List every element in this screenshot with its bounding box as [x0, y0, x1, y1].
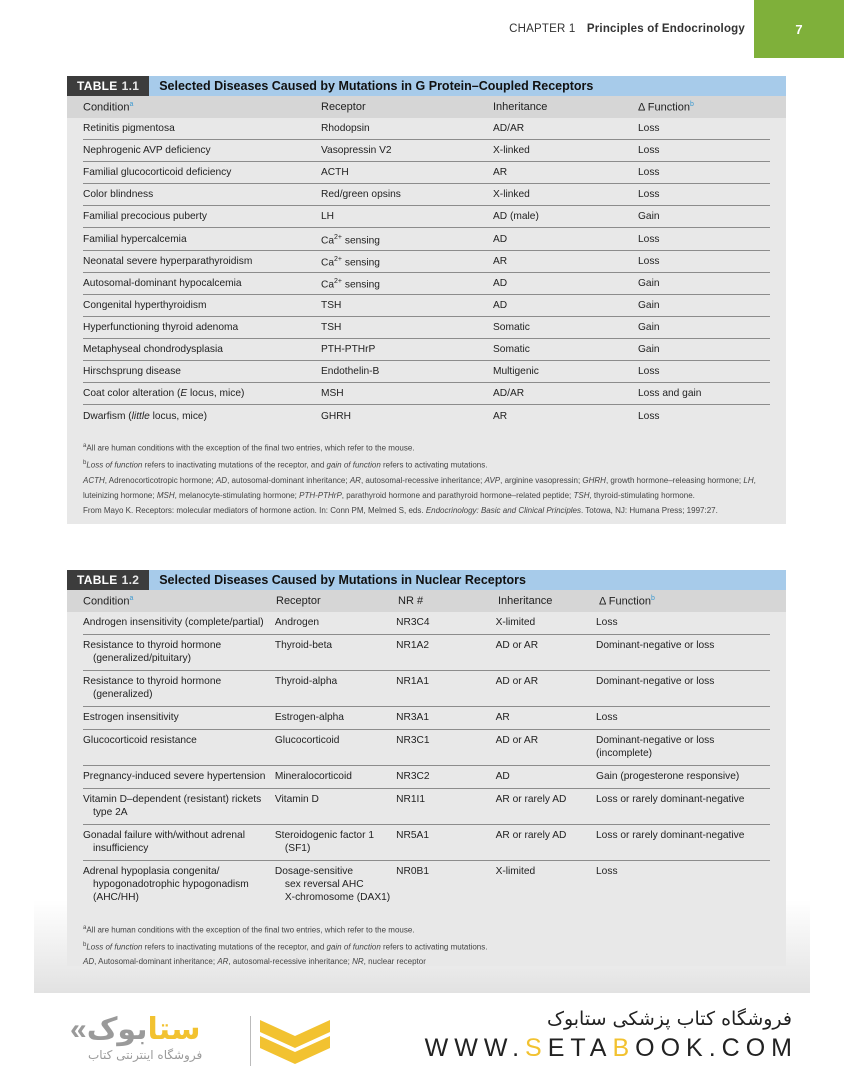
table-cell: AD — [493, 233, 508, 245]
cell-line: Androgen — [274, 617, 320, 628]
footnote-marker: b — [83, 459, 87, 466]
store-name: فروشگاه کتاب پزشکی ستابوک — [546, 1008, 792, 1030]
column-header — [498, 595, 599, 607]
cell-line: X-chromosome (DAX1) — [284, 892, 391, 903]
footnote-marker: a — [83, 925, 87, 931]
table-row — [83, 671, 770, 707]
column-header — [276, 595, 398, 607]
table-cell: Loss — [638, 366, 660, 378]
cell-line: Thyroid-alpha — [274, 676, 338, 687]
table-cell: Red/green opsins — [321, 189, 401, 201]
table-row — [83, 405, 770, 427]
table-cell: X-linked — [493, 189, 530, 201]
logo-divider — [250, 1016, 251, 1066]
column-header-label: Receptor — [276, 595, 321, 607]
cell-line: type 2A — [93, 807, 128, 818]
table-cell: AD (male) — [493, 211, 539, 223]
cell-line: insufficiency — [93, 843, 149, 854]
table-cell — [83, 612, 275, 634]
table-cell — [275, 671, 396, 706]
table-cell: Loss and gain — [638, 388, 702, 400]
column-header-label: Inheritance — [493, 101, 548, 113]
table-row — [83, 383, 770, 405]
table-cell: Gain — [638, 277, 660, 289]
abbreviations: ACTH, Adrenocorticotropic hormone; AD, autosomal-dominant inheritance; AR, autosomal-recessive inheritance; AVP, arginine vasopressin; GHRH, growth hormone–releasing hormone; LH, luteinizing hormone; MSH, melanocyte-stimulating hormone; PTH-PTHrP, parathyroid hormone and parathyroid hormone–related peptide; TSH, thyroid-stimulating hormone. — [83, 475, 756, 500]
table-cell: $Ca^{2+}$ sensing — [321, 255, 380, 269]
table-title-bar — [67, 76, 786, 96]
table-row — [83, 228, 770, 250]
column-header-label: Δ Function — [638, 101, 690, 114]
table-cell — [275, 861, 396, 909]
cell-line: sex reversal AHC — [284, 879, 364, 890]
table-cell: Loss — [638, 145, 660, 157]
table-cell: Loss — [596, 866, 618, 877]
store-info — [425, 1008, 798, 1063]
table-cell: Vasopressin V2 — [321, 145, 392, 157]
table-cell: Hirschsprung disease — [83, 366, 181, 378]
table-row — [83, 635, 770, 671]
url-part: OOK.COM — [635, 1034, 798, 1062]
chevron-logo-icon — [260, 1014, 330, 1070]
table-cell: GHRH — [321, 410, 351, 422]
table-cell — [275, 825, 396, 860]
cell-line: Pregnancy-induced severe hypertension — [83, 771, 266, 782]
table-1-1 — [67, 76, 786, 524]
column-header-label: Condition — [83, 595, 130, 608]
table-title: Selected Diseases Caused by Mutations in G Protein–Coupled Receptors — [159, 79, 594, 93]
table-cell: Loss — [596, 712, 618, 723]
table-cell: NR3C1 — [396, 735, 430, 746]
column-header-label: Δ Function — [599, 595, 651, 608]
table-cell — [275, 612, 396, 634]
table-row — [83, 730, 770, 766]
table-cell: Gain — [638, 211, 660, 223]
table-cell: Gain — [638, 321, 660, 333]
table-cell: $Ca^{2+}$ sensing — [321, 233, 380, 247]
table-cell: Retinitis pigmentosa — [83, 123, 175, 135]
cell-line: Thyroid-beta — [274, 640, 333, 651]
table-cell: NR1A1 — [396, 676, 430, 687]
table-cell: AD/AR — [493, 123, 525, 135]
table-footnotes — [67, 909, 786, 969]
table-cell: AR — [493, 167, 508, 179]
table-cell: NR3C2 — [396, 771, 430, 782]
table-cell: PTH-PTHrP — [321, 343, 376, 355]
table-cell: Dwarfism (little locus, mice) — [83, 410, 207, 422]
table-cell: NR3A1 — [396, 712, 430, 723]
source-citation: From Mayo K. Receptors: molecular mediators of hormone action. In: Conn PM, Melmed S, eds. Endocrinology: Basic and Clinical Principles. Totowa, NJ: Humana Press; 1997:27. — [83, 505, 718, 515]
logo-wordmark: « ستابوک — [70, 1013, 201, 1046]
table-row — [83, 825, 770, 861]
column-header — [83, 101, 321, 114]
cell-line: (AHC/HH) — [93, 892, 139, 903]
table-cell — [83, 825, 275, 860]
table-cell: AD or AR — [495, 735, 539, 746]
table-cell: X-linked — [493, 145, 530, 157]
table-row — [83, 339, 770, 361]
cell-line: Steroidogenic factor 1 — [274, 830, 374, 841]
running-header — [0, 0, 844, 58]
abbreviations: AD, Autosomal-dominant inheritance; AR, autosomal-recessive inheritance; NR, nuclear receptor — [83, 957, 426, 967]
table-label — [67, 570, 149, 590]
table-row — [83, 184, 770, 206]
table-title: Selected Diseases Caused by Mutations in Nuclear Receptors — [159, 573, 526, 587]
table-cell — [275, 789, 396, 824]
table-body — [67, 118, 786, 427]
table-cell: AR — [495, 712, 510, 723]
table-cell — [83, 766, 275, 788]
table-row — [83, 612, 770, 635]
footnote-marker: b — [83, 941, 87, 948]
table-cell: AD — [495, 771, 510, 782]
table-cell: NR0B1 — [396, 866, 430, 877]
table-cell: Loss — [638, 410, 660, 422]
table-cell: Familial precocious puberty — [83, 211, 208, 223]
table-label — [67, 76, 149, 96]
url-highlight: B — [612, 1034, 636, 1062]
cell-line: Dosage-sensitive — [274, 866, 354, 877]
cell-line: Vitamin D–dependent (resistant) rickets — [83, 794, 262, 805]
footnote-marker: a — [129, 100, 134, 108]
table-cell: Dominant-negative or loss — [596, 676, 715, 687]
column-header — [493, 101, 638, 113]
cell-line: Vitamin D — [274, 794, 319, 805]
url-part: ETA — [547, 1034, 613, 1062]
table-cell: AD or AR — [495, 640, 539, 651]
table-cell: Loss or rarely dominant-negative — [596, 830, 745, 841]
table-cell: NR1I1 — [396, 794, 426, 805]
table-cell: Gain — [638, 299, 660, 311]
table-cell: MSH — [321, 388, 344, 400]
table-cell: Neonatal severe hyperparathyroidism — [83, 255, 253, 267]
table-tag: TABLE — [77, 573, 118, 587]
table-row — [83, 295, 770, 317]
table-cell: Autosomal-dominant hypocalcemia — [83, 277, 242, 289]
cell-line: Androgen insensitivity (complete/partial) — [83, 617, 264, 628]
table-cell — [83, 730, 275, 765]
column-header-row — [67, 96, 786, 118]
url-part: WWW. — [424, 1034, 526, 1062]
table-cell: Loss — [638, 123, 660, 135]
table-cell: Endothelin-B — [321, 366, 380, 378]
cell-line: Resistance to thyroid hormone — [83, 640, 222, 651]
footnote-marker: a — [83, 443, 87, 450]
table-cell: NR3C4 — [396, 617, 430, 628]
table-cell: Nephrogenic AVP deficiency — [83, 145, 211, 157]
table-cell — [83, 635, 275, 670]
table-row — [83, 317, 770, 339]
footer-branding — [0, 994, 844, 1080]
table-row — [83, 766, 770, 789]
footnote-b: $^b$Loss of function refers to inactivating mutations of the receptor, and gain of function refers to activating mutations. — [83, 459, 488, 470]
table-footnotes — [67, 427, 786, 517]
table-1-2 — [67, 570, 786, 966]
table-cell — [275, 707, 396, 729]
column-header — [83, 595, 276, 608]
table-cell: AR or rarely AD — [495, 794, 567, 805]
table-row — [83, 118, 770, 140]
footnote-marker: b — [651, 594, 655, 602]
table-cell: Loss — [638, 255, 660, 267]
table-number: 1.2 — [121, 573, 140, 587]
table-cell: ACTH — [321, 167, 349, 179]
column-header — [638, 101, 768, 114]
logo-tagline: فروشگاه اینترنتی کتاب — [88, 1048, 203, 1062]
cell-line: Glucocorticoid — [274, 735, 340, 746]
table-cell: $Ca^{2+}$ sensing — [321, 278, 380, 291]
table-cell: LH — [321, 211, 335, 223]
table-cell: AD — [493, 299, 508, 311]
table-cell: AR or rarely AD — [495, 830, 567, 841]
table-cell: Coat color alteration (E locus, mice) — [83, 388, 245, 400]
table-cell: TSH — [321, 321, 342, 333]
table-cell: Congenital hyperthyroidism — [83, 299, 207, 311]
cell-line: Adrenal hypoplasia congenita/ — [83, 866, 220, 877]
footnote-marker: b — [690, 100, 694, 108]
url-highlight: S — [525, 1034, 548, 1062]
table-row — [83, 789, 770, 825]
table-cell: TSH — [321, 299, 342, 311]
table-cell: Loss — [638, 189, 660, 201]
table-number: 1.1 — [121, 79, 140, 93]
table-cell: Color blindness — [83, 189, 154, 201]
table-cell — [275, 730, 396, 765]
page-number: 7 — [754, 0, 844, 58]
table-cell: Rhodopsin — [321, 123, 370, 135]
table-cell: Gain (progesterone responsive) — [596, 771, 740, 782]
table-row — [83, 162, 770, 184]
table-cell: NR5A1 — [396, 830, 430, 841]
table-row — [83, 206, 770, 228]
table-cell: Dominant-negative or loss — [596, 640, 715, 651]
column-header-label: Inheritance — [498, 595, 553, 607]
footnote-a: $^a$All are human conditions with the exception of the final two entries, which refer to the mouse. — [83, 443, 415, 453]
table-row — [83, 251, 770, 273]
table-cell: Metaphyseal chondrodysplasia — [83, 343, 223, 355]
table-cell: Loss — [596, 617, 618, 628]
table-cell: AD/AR — [493, 388, 525, 400]
cell-line: hypogonadotrophic hypogonadism — [93, 879, 249, 890]
table-cell: X-limited — [495, 866, 536, 877]
column-header — [321, 101, 493, 113]
table-cell: AD — [493, 277, 508, 289]
setabook-logo[interactable] — [70, 1010, 330, 1070]
table-cell: Hyperfunctioning thyroid adenoma — [83, 321, 239, 333]
chapter-heading — [509, 23, 745, 35]
table-cell — [83, 707, 275, 729]
table-cell: Loss — [638, 233, 660, 245]
footnote-marker: a — [129, 594, 134, 602]
column-header-row — [67, 590, 786, 612]
table-cell: X-limited — [495, 617, 536, 628]
column-header-label: Receptor — [321, 101, 366, 113]
chapter-title: Principles of Endocrinology — [586, 23, 745, 35]
table-body — [67, 612, 786, 909]
chapter-number: CHAPTER 1 — [509, 23, 576, 35]
cell-line: Resistance to thyroid hormone — [83, 676, 222, 687]
cell-line: (generalized/pituitary) — [93, 653, 191, 664]
table-cell — [83, 789, 275, 824]
table-row — [83, 361, 770, 383]
table-tag: TABLE — [77, 79, 118, 93]
column-header — [398, 595, 498, 607]
cell-line: Estrogen insensitivity — [83, 712, 179, 723]
table-cell: Loss or rarely dominant-negative — [596, 794, 745, 805]
table-cell: Somatic — [493, 321, 530, 333]
table-cell: Loss — [638, 167, 660, 179]
table-cell: AD or AR — [495, 676, 539, 687]
cell-line: Gonadal failure with/without adrenal — [83, 830, 245, 841]
column-header-label: Condition — [83, 101, 130, 114]
table-cell — [275, 635, 396, 670]
table-row — [83, 861, 770, 909]
table-cell: Multigenic — [493, 366, 539, 378]
cell-line: Glucocorticoid resistance — [83, 735, 197, 746]
cell-line: Estrogen-alpha — [274, 712, 344, 723]
table-cell: NR1A2 — [396, 640, 430, 651]
table-cell — [83, 861, 275, 909]
footnote-b: $^b$Loss of function refers to inactivating mutations of the receptor, and gain of function refers to activating mutations. — [83, 941, 488, 952]
column-header-label: NR # — [398, 595, 424, 607]
cell-line: Mineralocorticoid — [274, 771, 352, 782]
table-cell: Gain — [638, 343, 660, 355]
table-cell: Somatic — [493, 343, 530, 355]
table-cell: AR — [493, 255, 508, 267]
table-row — [83, 707, 770, 730]
table-cell: Familial hypercalcemia — [83, 233, 187, 245]
table-cell — [83, 671, 275, 706]
footnote-a: $^a$All are human conditions with the exception of the final two entries, which refer to the mouse. — [83, 925, 415, 935]
table-cell: Dominant-negative or loss (incomplete) — [596, 735, 715, 759]
table-title-bar — [67, 570, 786, 590]
table-cell: Familial glucocorticoid deficiency — [83, 167, 232, 179]
store-url[interactable] — [425, 1034, 798, 1063]
column-header — [599, 595, 774, 608]
table-row — [83, 273, 770, 295]
table-cell: AR — [493, 410, 508, 422]
table-cell — [275, 766, 396, 788]
cell-line: (generalized) — [93, 689, 153, 700]
cell-line: (SF1) — [284, 843, 311, 854]
table-row — [83, 140, 770, 162]
